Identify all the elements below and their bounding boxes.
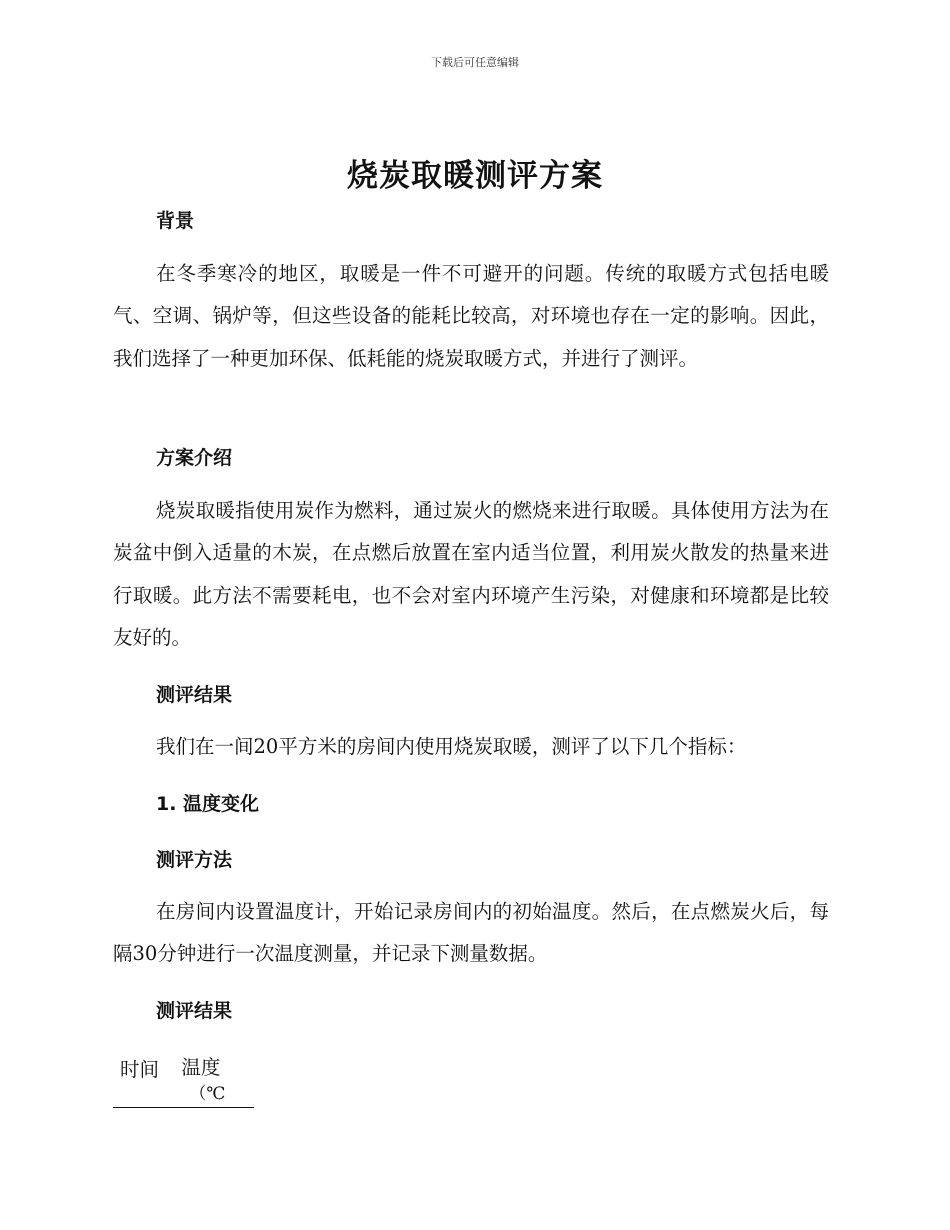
paragraph-background: 在冬季寒冷的地区，取暖是一件不可避开的问题。传统的取暖方式包括电暖气、空调、锅炉等，但这些设备的能耗比较高，对环境也存在一定的影响。因此，我们选择了一种更加环保、低耗能的烧炭取暖方式，并进行了测评。 xyxy=(113,262,829,370)
table-header-temperature-unit: （℃ xyxy=(189,1084,226,1104)
paragraph-intro: 烧炭取暖指使用炭作为燃料，通过炭火的燃烧来进行取暖。具体使用方法为在炭盆中倒入适量的木炭，在点燃后放置在室内适当位置，利用炭火散发的热量来进行取暖。此方法不需要耗电，也不会对室内环境产生污染，对健康和环境都是比较友好的。 xyxy=(113,499,829,649)
heading-results-2: 测评结果 xyxy=(156,1000,233,1022)
table-header-row xyxy=(113,1052,254,1107)
temperature-table xyxy=(113,1052,254,1108)
paragraph-method: 在房间内设置温度计，开始记录房间内的初始温度。然后，在点燃炭火后，每隔30分钟进行一次温度测量，并记录下测量数据。 xyxy=(113,900,829,966)
heading-background: 背景 xyxy=(156,210,195,232)
table-header-temperature-label: 温度 xyxy=(181,1056,221,1079)
heading-temperature-change: 1. 温度变化 xyxy=(156,793,260,815)
table-header-temperature xyxy=(175,1052,254,1107)
heading-method: 测评方法 xyxy=(156,849,233,871)
heading-results: 测评结果 xyxy=(156,684,233,706)
table-header-time: 时间 xyxy=(120,1058,160,1081)
heading-intro: 方案介绍 xyxy=(156,447,233,469)
page-header-note: 下载后可任意编辑 xyxy=(431,56,519,69)
document-title: 烧炭取暖测评方案 xyxy=(347,158,603,194)
paragraph-results-intro: 我们在一间20平方米的房间内使用烧炭取暖，测评了以下几个指标： xyxy=(156,735,747,758)
